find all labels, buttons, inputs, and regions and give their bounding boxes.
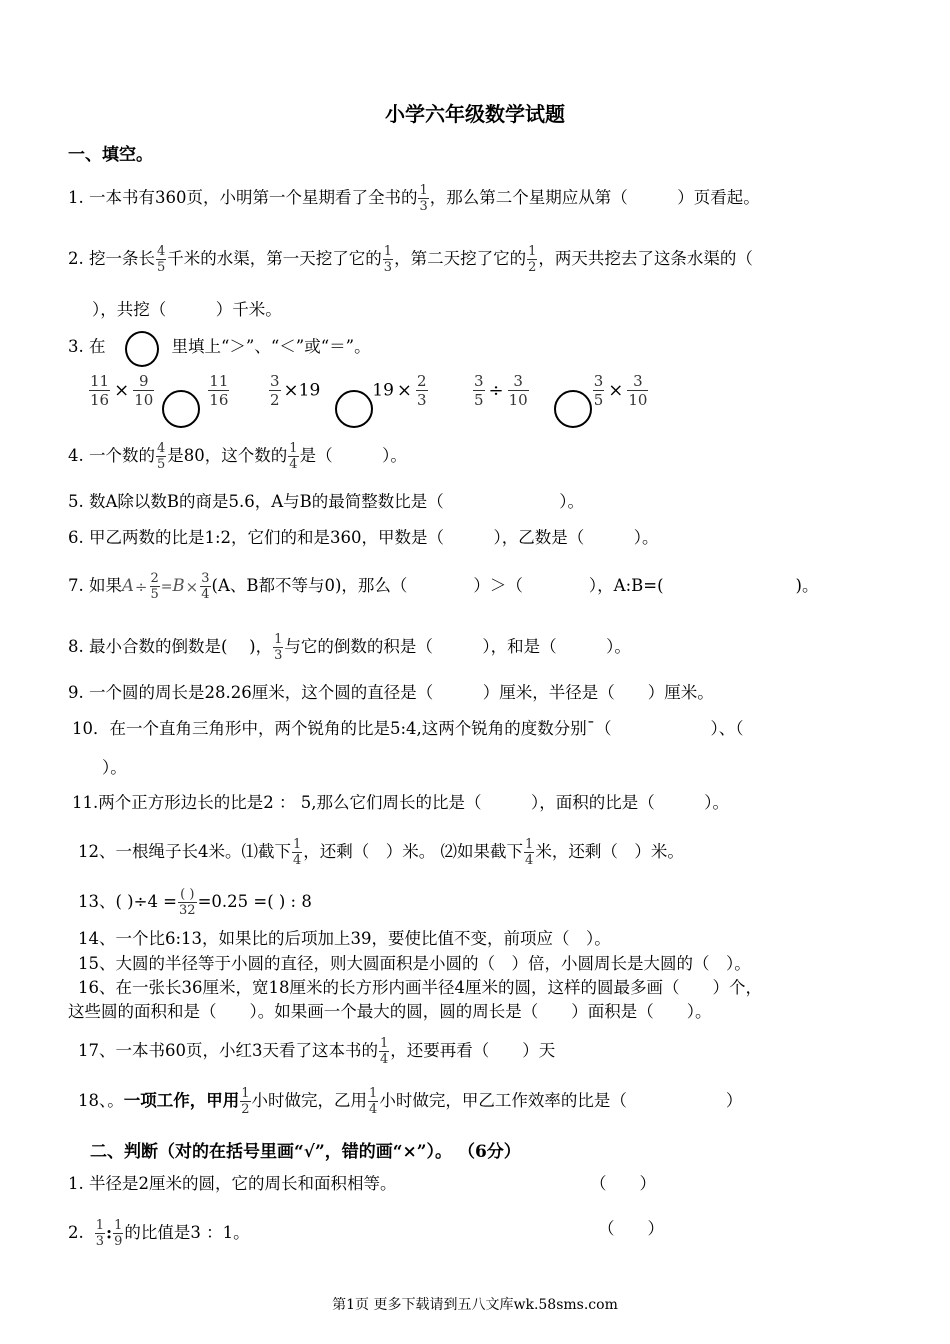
question-3-item-b: $\frac{3}{2}$ ×19 19 × $\frac{2}{3}$: [270, 372, 427, 409]
comparison-circle-icon: [125, 331, 159, 367]
page-title: 小学六年级数学试题: [385, 102, 565, 126]
question-2: 2. 挖一条长 $\frac{4}{5}$ 千米的水渠，第一天挖了它的 $\frac{1}{3}$ ，第二天挖了它的 $\frac{1}{2}$ ，两天共挖去了这条水渠的（: [68, 244, 753, 275]
judgment-2-answer[interactable]: （ ）: [598, 1219, 664, 1238]
question-11: 11.两个正方形边长的比是2 ： 5,那么它们周长的比是（ ），面积的比是（ ）。: [72, 793, 729, 812]
question-4: 4. 一个数的 $\frac{4}{5}$ 是80，这个数的 $\frac{1}{4}$ 是（ ）。: [68, 441, 407, 472]
fraction-one-half: $\frac{1}{2}$: [528, 244, 537, 275]
section-1-heading: 一、填空。: [68, 145, 153, 165]
question-3: 3. 在 里填上“＞”、“＜”或“＝”。: [68, 337, 371, 356]
question-10-continued: ）。: [102, 758, 127, 777]
question-17: 17、一本书60页，小红3天看了这本书的 $\frac{1}{4}$ ，还要再看（ ）天: [78, 1036, 556, 1067]
question-1: 1. 一本书有360页，小明第一个星期看了全书的 $\frac{1}{3}$ ，那么第二个星期应从第（ ）页看起。: [68, 183, 760, 214]
comparison-circle-a[interactable]: [162, 390, 200, 428]
fraction-four-fifths: $\frac{4}{5}$: [157, 244, 166, 275]
question-9: 9. 一个圆的周长是28.26厘米，这个圆的直径是（ ）厘米，半径是（ ）厘米。: [68, 683, 714, 702]
judgment-2: 2. $\frac{1}{3}$ : $\frac{1}{9}$ 的比值是3 ：1。: [68, 1218, 250, 1249]
question-7: 7. 如果A÷ $\frac{2}{5}$ =B× $\frac{3}{4}$ (A、B都不等与0)，那么（ ）＞（ ），A:B=( )。: [68, 571, 819, 602]
question-5: 5. 数A除以数B的商是5.6，A与B的最简整数比是（ ）。: [68, 492, 585, 511]
question-10: 10．在一个直角三角形中，两个锐角的比是5:4,这两个锐角的度数分别¯（ ）、（: [72, 719, 744, 738]
question-18: 18、。一项工作，甲用 $\frac{1}{2}$ 小时做完，乙用 $\frac{1}{4}$ 小时做完，甲乙工作效率的比是（ ）: [78, 1086, 743, 1117]
fraction-one-third: $\frac{1}{3}$: [383, 244, 393, 275]
question-2-continued: ），共挖（ ）千米。: [92, 300, 282, 319]
question-3-item-a: $\frac{11}{16}$ × $\frac{9}{10}$ $\frac{11}{16}$: [90, 372, 229, 409]
section-2-heading: 二、判断（对的在括号里画“√”，错的画“×”）。 （6分）: [90, 1142, 521, 1162]
judgment-1-answer[interactable]: （ ）: [590, 1174, 656, 1193]
question-16: 16、在一张长36厘米，宽18厘米的长方形内画半径4厘米的圆，这样的圆最多画（ ）个，: [78, 978, 762, 997]
comparison-circle-c[interactable]: [554, 390, 592, 428]
question-16-continued: 这些圆的面积和是（ ）。如果画一个最大的圆，圆的周长是（ ）面积是（ ）。: [68, 1002, 712, 1021]
question-3-item-c: $\frac{3}{5}$ ÷ $\frac{3}{10}$ $\frac{3}{5}$ × $\frac{3}{10}$: [474, 372, 648, 409]
comparison-circle-b[interactable]: [335, 390, 373, 428]
fraction-one-third: $\frac{1}{3}$: [419, 183, 428, 214]
question-15: 15、大圆的半径等于小圆的直径，则大圆面积是小圆的（ ）倍，小圆周长是大圆的（ ）。: [78, 954, 751, 973]
question-12: 12、一根绳子长4米。⑴截下 $\frac{1}{4}$ ，还剩（ ）米。 ⑵如果截下 $\frac{1}{4}$ 米，还剩（ ）米。: [78, 837, 684, 868]
page-footer: 第1页 更多下载请到五八文库wk.58sms.com: [332, 1297, 618, 1313]
question-8: 8. 最小合数的倒数是( )， $\frac{1}{3}$ 与它的倒数的积是（ ），和是（ ）。: [68, 632, 631, 663]
question-14: 14、一个比6:13，如果比的后项加上39，要使比值不变，前项应（ ）。: [78, 929, 611, 948]
question-13: 13、( )÷4 = $\frac{( )}{32}$ =0.25 =( ) : 8: [78, 887, 312, 918]
judgment-1: 1. 半径是2厘米的圆，它的周长和面积相等。: [68, 1174, 397, 1193]
question-6: 6. 甲乙两数的比是1:2，它们的和是360，甲数是（ ），乙数是（ ）。: [68, 528, 659, 547]
